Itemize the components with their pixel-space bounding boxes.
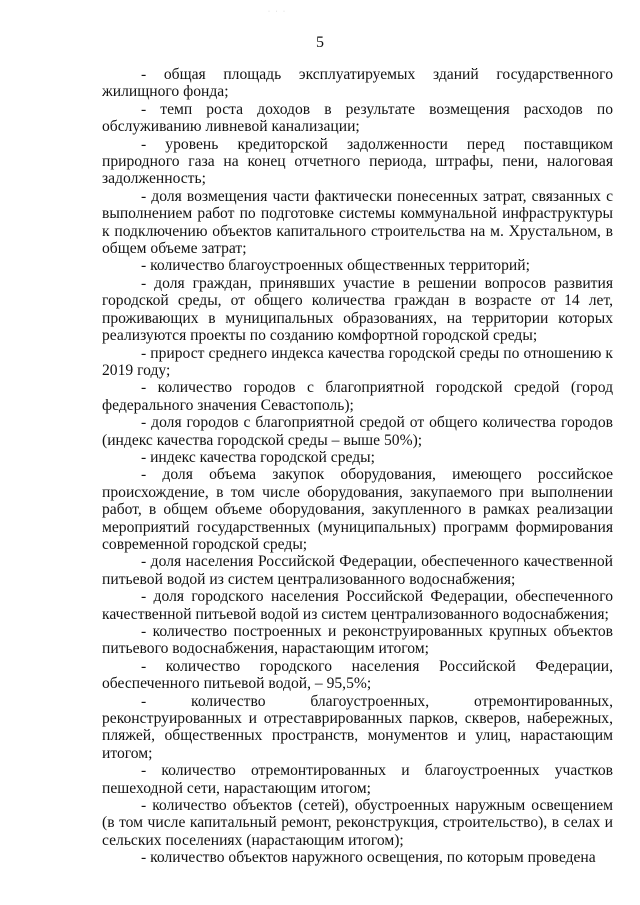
- scan-artifact: · · ·: [268, 9, 287, 15]
- list-item: - доля объема закупок оборудования, имеющего российское происхождение, в том числе оборудования, закупаемого при выполнении работ, в общем объеме оборудования, закупленного в рамках реализации мероприятий государственных (муниципальных) программ формирования современной городской среды;: [102, 466, 613, 553]
- list-item: - уровень кредиторской задолженности перед поставщиком природного газа на конец отчетного периода, штрафы, пени, налоговая задолженность;: [102, 135, 613, 188]
- list-item: - прирост среднего индекса качества городской среды по отношению к 2019 году;: [102, 344, 613, 379]
- list-item: - количество городов с благоприятной городской средой (город федерального значения Севастополь);: [102, 379, 613, 414]
- list-item: - общая площадь эксплуатируемых зданий государственного жилищного фонда;: [102, 66, 613, 101]
- list-item: - индекс качества городской среды;: [141, 448, 375, 466]
- indicator-list: [102, 66, 613, 867]
- list-item: - доля городского населения Российской Федерации, обеспеченного качественной питьевой водой из систем централизованного водоснабжения;: [102, 588, 613, 623]
- list-item: - количество отремонтированных и благоустроенных участков пешеходной сети, нарастающим итогом;: [102, 762, 613, 797]
- list-item: - количество построенных и реконструированных крупных объектов питьевого водоснабжения, нарастающим итогом;: [102, 623, 613, 658]
- list-item: - количество объектов наружного освещения, по которым проведена: [141, 849, 596, 867]
- list-item: - количество благоустроенных, отремонтированных, реконструированных и отреставрированных парков, скверов, набережных, пляжей, общественных пространств, монументов и улиц, нарастающим итогом;: [102, 692, 613, 762]
- list-item: - доля городов с благоприятной средой от общего количества городов (индекс качества городской среды – выше 50%);: [102, 414, 613, 449]
- list-item: - темп роста доходов в результате возмещения расходов по обслуживанию ливневой канализации;: [102, 100, 613, 136]
- list-item: - количество благоустроенных общественных территорий;: [141, 257, 530, 275]
- page-number: 5: [316, 34, 324, 51]
- list-item: - количество городского населения Российской Федерации, обеспеченного питьевой водой, – 95,5%;: [102, 657, 613, 693]
- list-item: - доля населения Российской Федерации, обеспеченного качественной питьевой водой из систем централизованного водоснабжения;: [102, 553, 613, 588]
- list-item: - количество объектов (сетей), обустроенных наружным освещением (в том числе капитальный ремонт, реконструкция, строительство), в селах и сельских поселениях (нарастающим итогом);: [102, 797, 613, 849]
- list-item: - доля граждан, принявших участие в решении вопросов развития городской среды, от общего количества граждан в возрасте от 14 лет, проживающих в муниципальных образованиях, на территории которых реализуются проекты по созданию комфортной городской среды;: [102, 274, 613, 345]
- list-item: - доля возмещения части фактически понесенных затрат, связанных с выполнением работ по подготовке системы коммунальной инфраструктуры к подключению объектов капитального строительства на м. Хрустальном, в общем объеме затрат;: [102, 187, 613, 258]
